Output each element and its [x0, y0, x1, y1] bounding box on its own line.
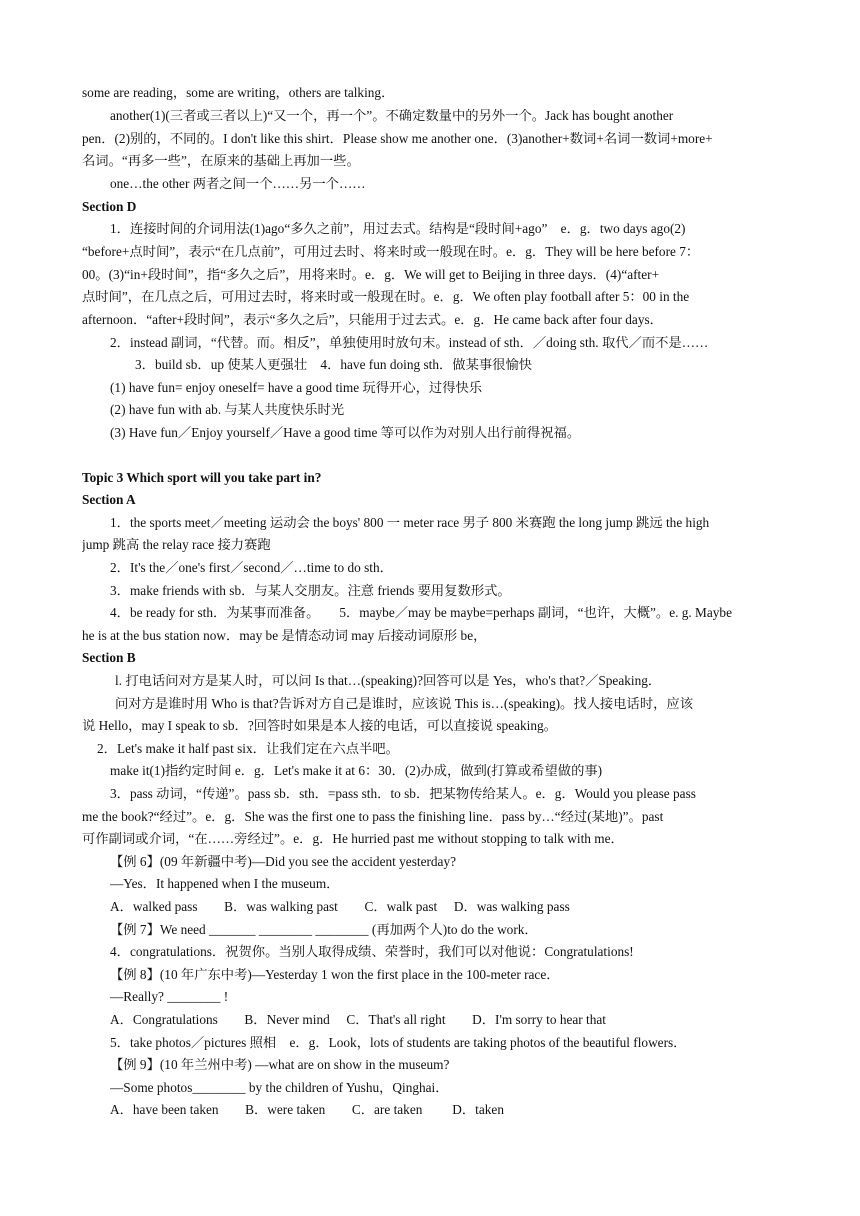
topic-heading: Topic 3 Which sport will you take part in?	[82, 470, 322, 485]
text-line: 3．make friends with sb．与某人交朋友。注意 friends 要用复数形式。	[110, 583, 511, 598]
text-line: 2．It's the／one's first／second／…time to do sth．	[110, 560, 393, 575]
text-line: 5．take photos／pictures 照相 e．g．Look，lots of students are taking photos of the beautiful flowers．	[110, 1035, 687, 1050]
example-heading: 【例 8】(10 年广东中考)—Yesterday 1 won the first place in the 100-meter race．	[110, 967, 560, 982]
text-line: 1．连接时间的介词用法(1)ago“多久之前”，用过去式。结构是“段时间+ago” e．g．two days ago(2)	[110, 221, 686, 236]
text-line: “before+点时间”，表示“在几点前”，可用过去时、将来时或一般现在时。e．g．They will be here before 7：	[82, 244, 700, 259]
text-line: 00。(3)“in+段时间”，指“多久之后”，用将来时。e．g．We will get to Beijing in three days．(4)“after+	[82, 267, 660, 282]
text-line: 问对方是谁时用 Who is that?告诉对方自己是谁时，应该说 This is…(speaking)。找人接电话时，应该	[115, 696, 694, 711]
text-line: 2．instead 副词，“代替。而。相反”，单独使用时放句末。instead of sth．／doing sth. 取代／而不是……	[110, 335, 709, 350]
text-line: (2) have fun with ab. 与某人共度快乐时光	[110, 402, 345, 417]
section-heading: Section A	[82, 492, 136, 507]
text-line: some are reading，some are writing，others are talking．	[82, 85, 395, 100]
text-line: make it(1)指约定时间 e．g．Let's make it at 6：30．(2)办成，做到(打算或希望做的事)	[110, 763, 603, 778]
text-line: 4．be ready for sth．为某事而准备。 5．maybe／may be maybe=perhaps 副词，“也许，大概”。e. g. Maybe	[110, 605, 732, 620]
text-line: —Some photos________ by the children of Yushu，Qinghai．	[110, 1080, 449, 1095]
text-line: 点时间”，在几点之后，可用过去时，将来时或一般现在时。e．g．We often play football after 5：00 in the	[82, 289, 690, 304]
answer-options: A．walked pass B．was walking past C．walk past D．was walking pass	[110, 899, 570, 914]
section-heading: Section D	[82, 199, 137, 214]
text-line: 1．the sports meet／meeting 运动会 the boys' 800 一 meter race 男子 800 米赛跑 the long jump 跳远 the high	[110, 515, 710, 530]
text-line: he is at the bus station now．may be 是情态动词 may 后接动词原形 be，	[82, 628, 487, 643]
text-line: (1) have fun= enjoy oneself= have a good time 玩得开心，过得快乐	[110, 380, 483, 395]
text-line: l. 打电话问对方是某人时，可以问 Is that…(speaking)?回答可以是 Yes，who's that?／Speaking．	[115, 673, 662, 688]
text-line: 4．congratulations．祝贺你。当别人取得成绩、荣誉时，我们可以对他说：Congratulations!	[110, 944, 634, 959]
text-line: —Really? ________ !	[110, 989, 229, 1004]
text-line: 3．build sb．up 使某人更强壮 4．have fun doing sth．做某事很愉快	[135, 357, 533, 372]
text-line: 3．pass 动词，“传递”。pass sb．sth．=pass sth．to sb．把某物传给某人。e．g．Would you please pass	[110, 786, 696, 801]
text-line: me the book?“经过”。e．g．She was the first one to pass the finishing line．pass by…“经过(某地)”。past	[82, 809, 664, 824]
text-line: jump 跳高 the relay race 接力赛跑	[82, 537, 271, 552]
text-line: 可作副词或介词，“在……旁经过”。e．g．He hurried past me without stopping to talk with me．	[82, 831, 624, 846]
text-line: another(1)(三者或三者以上)“又一个，再一个”。不确定数量中的另外一个。Jack has bought another	[110, 108, 674, 123]
example-heading: 【例 6】(09 年新疆中考)—Did you see the accident yesterday?	[110, 854, 456, 869]
text-line: one…the other 两者之间一个……另一个……	[110, 176, 366, 191]
text-line: afternoon．“after+段时间”，表示“多久之后”，只能用于过去式。e．g．He came back after four days．	[82, 312, 663, 327]
answer-options: A．have been taken B．were taken C．are taken D．taken	[110, 1102, 504, 1117]
text-line: 说 Hello，may I speak to sb．?回答时如果是本人接的电话，可以直接说 speaking。	[82, 718, 557, 733]
text-line: (3) Have fun／Enjoy yourself／Have a good time 等可以作为对别人出行前得祝福。	[110, 425, 581, 440]
section-heading: Section B	[82, 650, 136, 665]
text-line: pen．(2)别的，不同的。I don't like this shirt．Please show me another one．(3)another+数词+名词一数词+more+	[82, 131, 713, 146]
example-heading: 【例 9】(10 年兰州中考) —what are on show in the museum?	[110, 1057, 450, 1072]
text-line: 名词。“再多一些”，在原来的基础上再加一些。	[82, 153, 360, 168]
text-line: 2．Let's make it half past six．让我们定在六点半吧。	[97, 741, 399, 756]
answer-options: A．Congratulations B．Never mind C．That's all right D．I'm sorry to hear that	[110, 1012, 606, 1027]
text-line: —Yes．It happened when I the museum．	[110, 876, 340, 891]
example-heading: 【例 7】We need _______ ________ ________ (再加两个人)to do the work．	[110, 922, 538, 937]
